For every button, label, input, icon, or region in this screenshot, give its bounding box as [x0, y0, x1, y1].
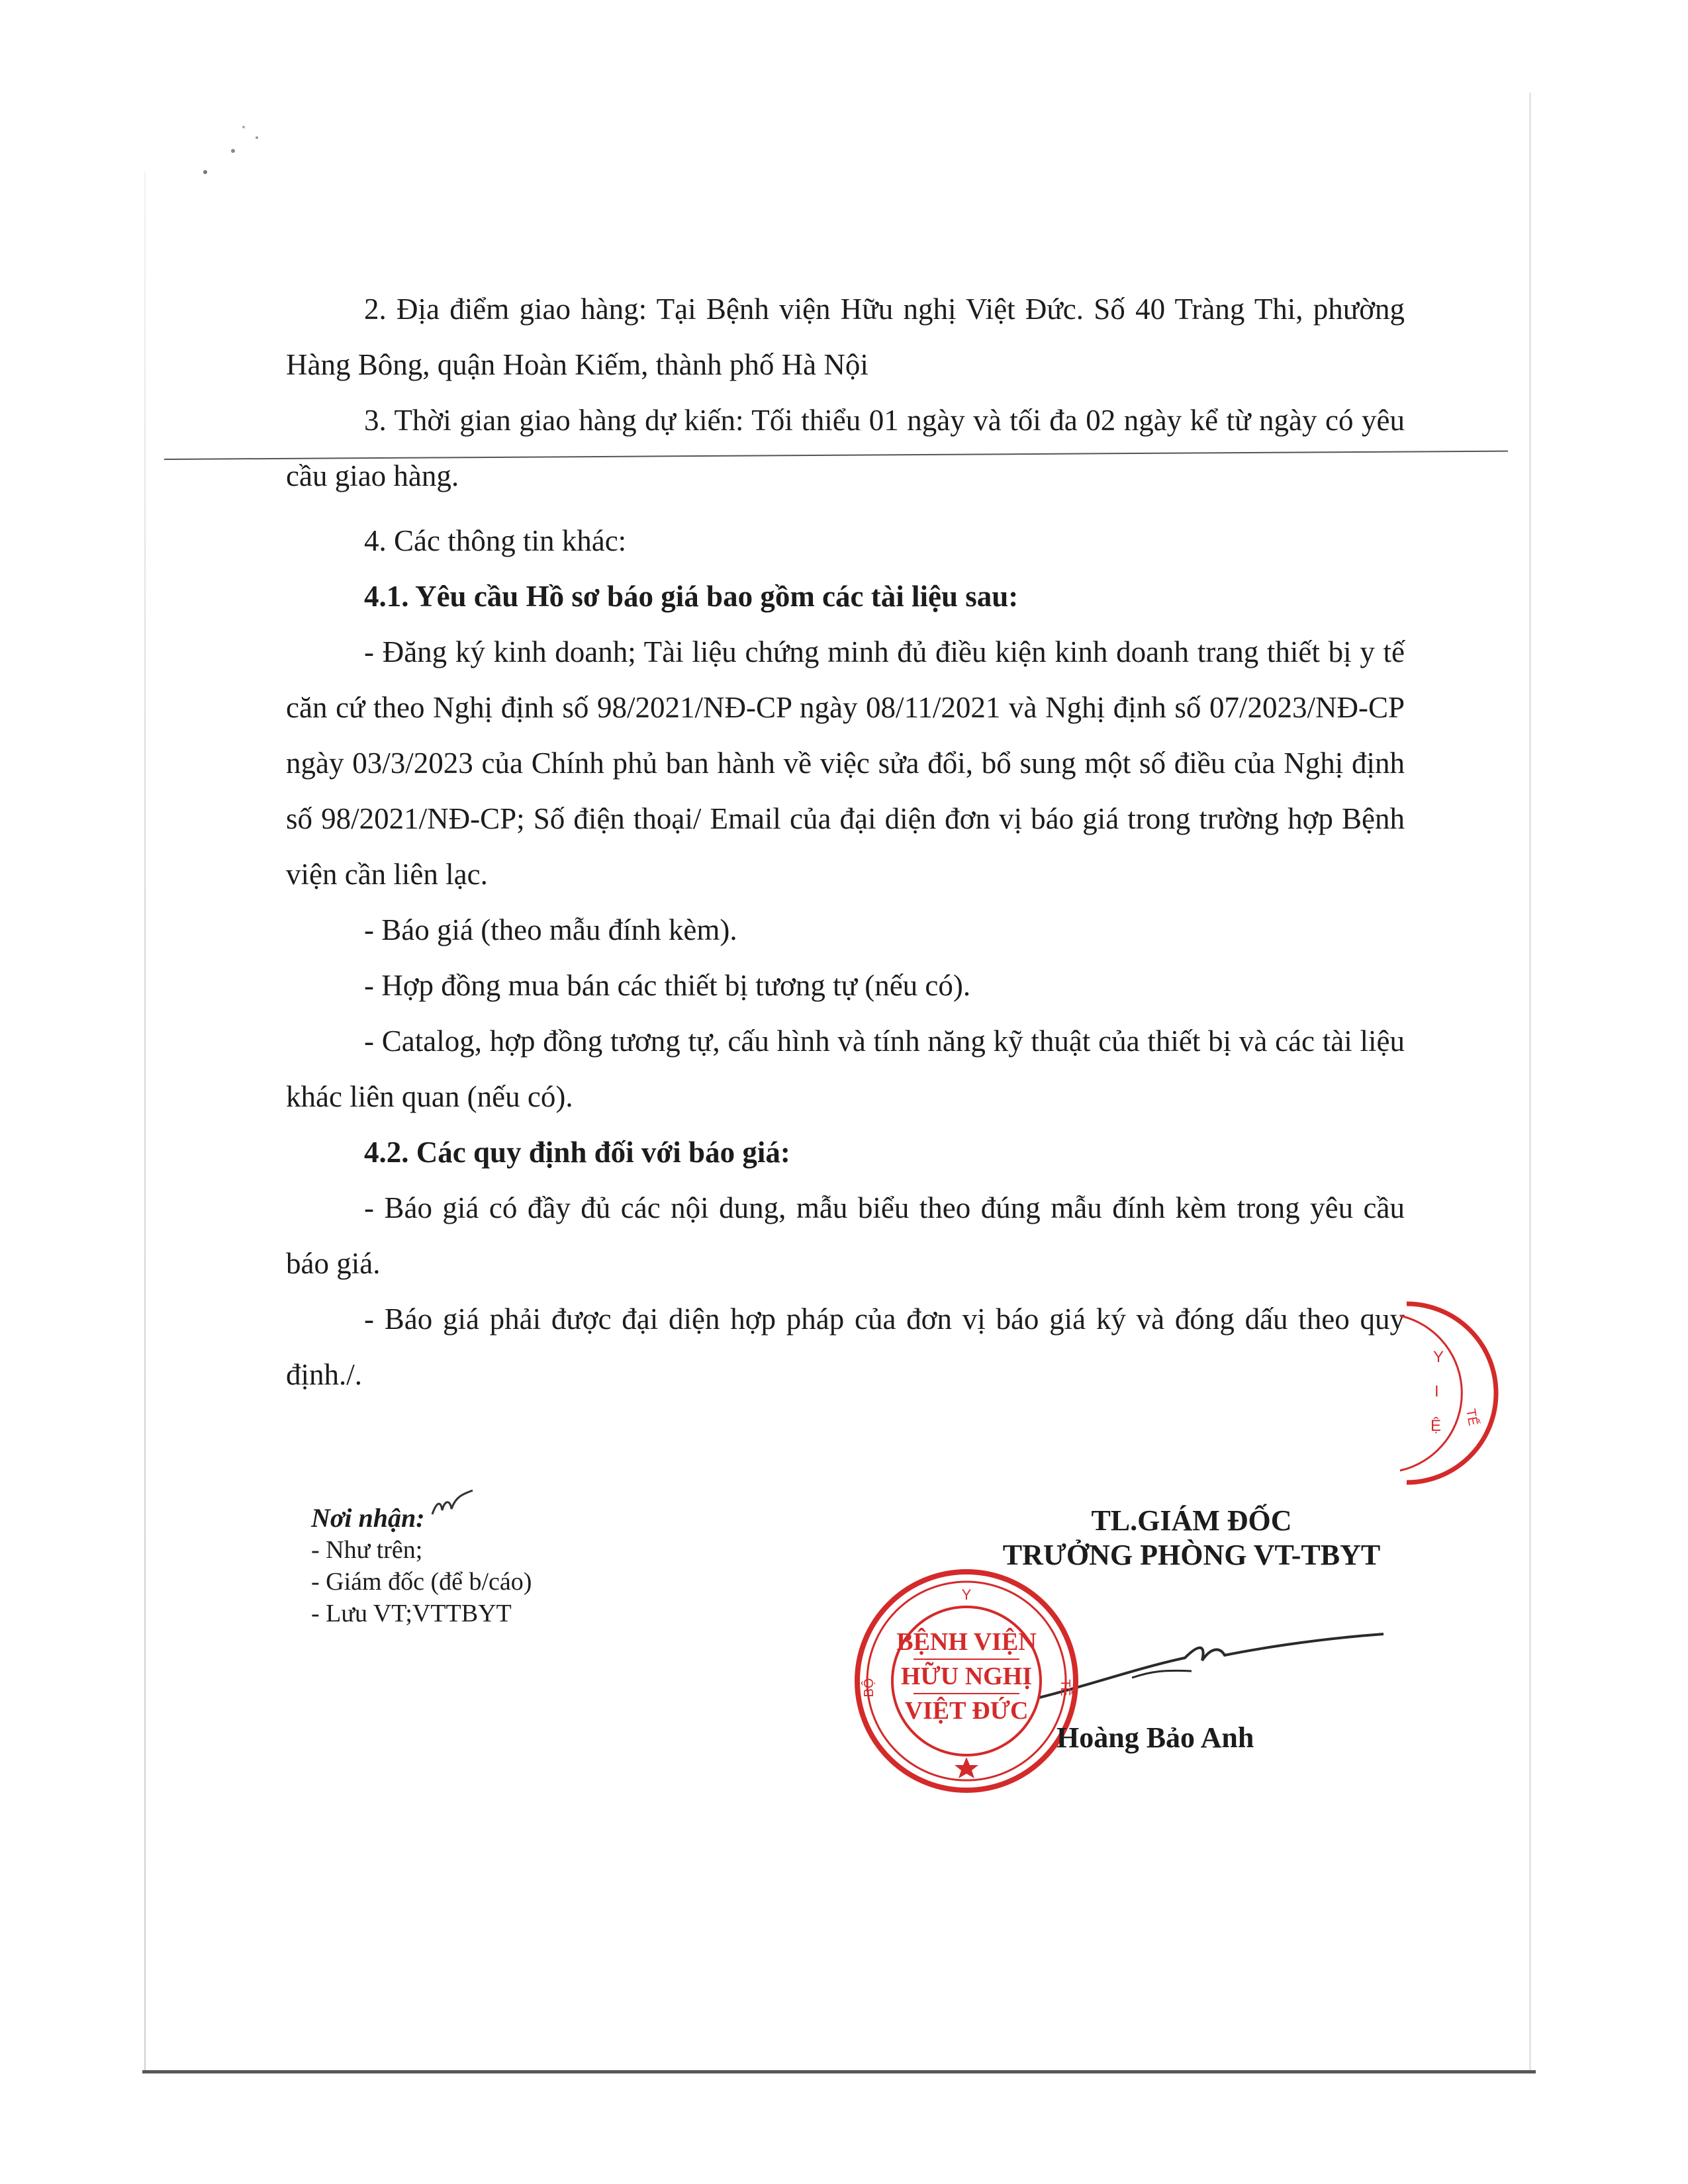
signer-name: Hoàng Bảo Anh — [1056, 1721, 1254, 1754]
partial-seal-char: Ệ — [1430, 1417, 1442, 1435]
partial-seal-char: Y — [1433, 1348, 1444, 1366]
seal-right-char: TẾ — [1058, 1679, 1072, 1696]
recipient-item: - Lưu VT;VTTBYT — [311, 1600, 512, 1627]
paragraph-contracts: - Hợp đồng mua bán các thiết bị tương tự (nếu có). — [364, 969, 971, 1002]
signature-title-line1: TL.GIÁM ĐỐC — [1091, 1504, 1292, 1537]
scan-edge-right — [1529, 93, 1531, 2071]
seal-line1: BỆNH VIỆN — [896, 1628, 1037, 1656]
scan-specks — [179, 119, 285, 185]
signature-title-line2: TRƯỞNG PHÒNG VT-TBYT — [1002, 1539, 1381, 1571]
paragraph-catalog: - Catalog, hợp đồng tương tự, cấu hình và tính năng kỹ thuật của thiết bị và các tài liệu khác liên quan (nếu có). — [286, 1024, 1405, 1113]
document-body — [286, 281, 1405, 1402]
handwritten-signature — [1033, 1631, 1390, 1704]
paragraph-delivery-location: 2. Địa điểm giao hàng: Tại Bệnh viện Hữu nghị Việt Đức. Số 40 Tràng Thi, phường Hàng Bông, quận Hoàn Kiếm, thành phố Hà Nội — [286, 293, 1405, 381]
paragraph-business-registration: - Đăng ký kinh doanh; Tài liệu chứng minh đủ điều kiện kinh doanh trang thiết bị y tế căn cứ theo Nghị định số 98/2021/NĐ-CP ngày 08/11/2021 và Nghị định số 07/2023/NĐ-CP ngày 03/3/2023 của Chính phủ ban hành về việc sửa đổi, bổ sung một số điều của Nghị định số 98/2021/NĐ-CP; Số điện thoại/ Email của đại diện đơn vị báo giá trong trường hợp Bệnh viện cần liên lạc. — [286, 635, 1405, 891]
paragraph-other-info: 4. Các thông tin khác: — [364, 524, 627, 557]
initials-mark — [429, 1488, 475, 1521]
recipients-block — [311, 1502, 532, 1629]
seal-star-icon — [955, 1757, 978, 1778]
hospital-seal-stamp — [851, 1565, 1082, 1797]
paragraph-quote-signature: - Báo giá phải được đại diện hợp pháp của đơn vị báo giá ký và đóng dấu theo quy định./. — [286, 1302, 1405, 1391]
heading-4-2: 4.2. Các quy định đối với báo giá: — [364, 1136, 790, 1169]
partial-seal-stamp — [1393, 1297, 1499, 1489]
recipient-item: - Như trên; — [311, 1536, 423, 1564]
paragraph-delivery-time: 3. Thời gian giao hàng dự kiến: Tối thiểu 01 ngày và tối đa 02 ngày kể từ ngày có yêu cầu giao hàng. — [286, 404, 1405, 492]
partial-seal-char: TẾ — [1463, 1408, 1481, 1428]
scan-edge-left — [144, 172, 146, 2071]
heading-4-1: 4.1. Yêu cầu Hồ sơ báo giá bao gồm các tài liệu sau: — [364, 580, 1019, 613]
seal-top-char: Y — [961, 1586, 972, 1603]
scan-edge-bottom — [142, 2070, 1536, 2073]
seal-line2: HỮU NGHỊ — [900, 1662, 1033, 1690]
seal-left-char: BỘ — [862, 1678, 876, 1698]
paragraph-quote-form: - Báo giá (theo mẫu đính kèm). — [364, 913, 737, 946]
partial-seal-char: I — [1434, 1383, 1439, 1400]
recipients-title: Nơi nhận: — [311, 1503, 425, 1533]
recipient-item: - Giám đốc (để b/cáo) — [311, 1568, 532, 1596]
signature-title-block — [927, 1504, 1456, 1572]
paragraph-quote-content: - Báo giá có đầy đủ các nội dung, mẫu biểu theo đúng mẫu đính kèm trong yêu cầu báo giá. — [286, 1191, 1405, 1280]
seal-line3: VIỆT ĐỨC — [904, 1697, 1029, 1725]
